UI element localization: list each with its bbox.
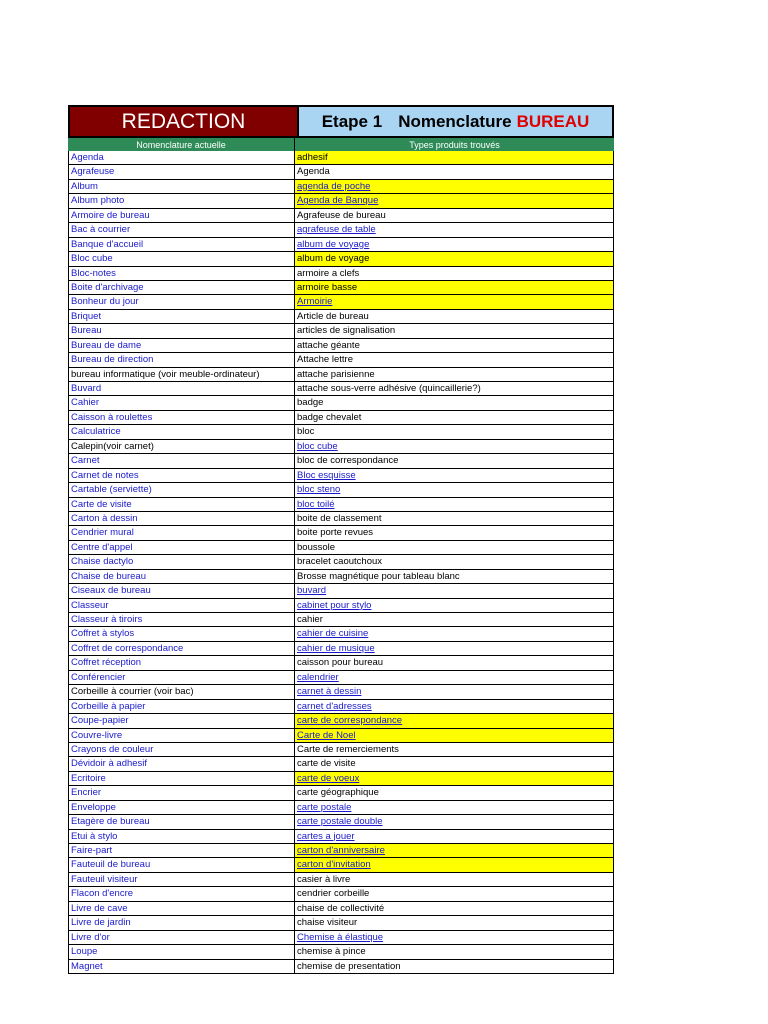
cell-found: caisson pour bureau xyxy=(295,656,614,669)
table-row[interactable] xyxy=(68,353,614,367)
cell-found[interactable]: Bloc esquisse xyxy=(295,469,614,482)
cell-found[interactable]: carte postale double xyxy=(295,815,614,828)
cell-current[interactable]: Couvre-livre xyxy=(68,729,295,742)
cell-found: badge chevalet xyxy=(295,411,614,424)
cell-current[interactable]: Coffret réception xyxy=(68,656,295,669)
cell-current[interactable]: Cahier xyxy=(68,396,295,409)
table-row[interactable] xyxy=(68,945,614,959)
cell-found: boite porte revues xyxy=(295,526,614,539)
table-row[interactable] xyxy=(68,815,614,829)
table-row[interactable] xyxy=(68,960,614,974)
table-row[interactable] xyxy=(68,830,614,844)
table-row[interactable] xyxy=(68,339,614,353)
cell-current[interactable]: bureau informatique (voir meuble-ordinateur) xyxy=(68,368,295,381)
cell-current[interactable]: Livre de jardin xyxy=(68,916,295,929)
table-row[interactable] xyxy=(68,295,614,309)
table-row[interactable] xyxy=(68,209,614,223)
cell-found[interactable]: bloc toilé xyxy=(295,498,614,511)
stage-label: Etape 1 xyxy=(321,111,383,131)
cell-current[interactable]: Chaise de bureau xyxy=(68,570,295,583)
table-row[interactable] xyxy=(68,498,614,512)
cell-found: adhesif xyxy=(295,151,614,164)
cell-current[interactable]: Bureau de dame xyxy=(68,339,295,352)
table-row[interactable] xyxy=(68,613,614,627)
cell-found: casier à livre xyxy=(295,873,614,886)
cell-current[interactable]: Ciseaux de bureau xyxy=(68,584,295,597)
cell-current[interactable]: Bureau xyxy=(68,324,295,337)
cell-found[interactable]: buvard xyxy=(295,584,614,597)
stage-title xyxy=(299,107,612,136)
cell-current[interactable]: Corbeille à papier xyxy=(68,700,295,713)
cell-found: bloc de correspondance xyxy=(295,454,614,467)
cell-found: chemise à pince xyxy=(295,945,614,958)
cell-current[interactable]: Calculatrice xyxy=(68,425,295,438)
cell-found[interactable]: carte de correspondance xyxy=(295,714,614,727)
cell-current[interactable]: Dévidoir à adhesif xyxy=(68,757,295,770)
cell-found[interactable]: Carte de Noel xyxy=(295,729,614,742)
cell-found: cendrier corbeille xyxy=(295,887,614,900)
table-row[interactable] xyxy=(68,714,614,728)
table-row[interactable] xyxy=(68,627,614,641)
cell-found: Attache lettre xyxy=(295,353,614,366)
table-row[interactable] xyxy=(68,801,614,815)
cell-current[interactable]: Bloc cube xyxy=(68,252,295,265)
cell-found[interactable]: calendrier xyxy=(295,671,614,684)
cell-found: Article de bureau xyxy=(295,310,614,323)
cell-current[interactable]: Encrier xyxy=(68,786,295,799)
cell-found: bloc xyxy=(295,425,614,438)
table-row[interactable] xyxy=(68,887,614,901)
cell-found: attache géante xyxy=(295,339,614,352)
cell-found: attache sous-verre adhésive (quincaillerie?) xyxy=(295,382,614,395)
cell-current[interactable]: Classeur à tiroirs xyxy=(68,613,295,626)
table-row[interactable] xyxy=(68,700,614,714)
table-row[interactable] xyxy=(68,382,614,396)
cell-current[interactable]: Bonheur du jour xyxy=(68,295,295,308)
nomenclature-label: Nomenclature xyxy=(398,111,512,131)
cell-found[interactable]: bloc cube xyxy=(295,440,614,453)
table-row[interactable] xyxy=(68,425,614,439)
table-row[interactable] xyxy=(68,858,614,872)
cell-current[interactable]: Carnet de notes xyxy=(68,469,295,482)
cell-found[interactable]: carton d'invitation xyxy=(295,858,614,871)
cell-current[interactable]: Bureau de direction xyxy=(68,353,295,366)
cell-current[interactable]: Bloc-notes xyxy=(68,267,295,280)
cell-current[interactable]: Calepin(voir carnet) xyxy=(68,440,295,453)
table-row[interactable] xyxy=(68,541,614,555)
cell-current[interactable]: Album xyxy=(68,180,295,193)
cell-found: album de voyage xyxy=(295,252,614,265)
cell-current[interactable]: Conférencier xyxy=(68,671,295,684)
cell-found: boussole xyxy=(295,541,614,554)
column-header-current: Nomenclature actuelle xyxy=(68,138,295,151)
table-row[interactable] xyxy=(68,368,614,382)
table-row[interactable] xyxy=(68,411,614,425)
table-row[interactable] xyxy=(68,165,614,179)
cell-current[interactable]: Armoire de bureau xyxy=(68,209,295,222)
cell-current[interactable]: Bac à courrier xyxy=(68,223,295,236)
cell-found: carte géographique xyxy=(295,786,614,799)
table-row[interactable] xyxy=(68,180,614,194)
cell-current[interactable]: Coffret de correspondance xyxy=(68,642,295,655)
table-row[interactable] xyxy=(68,584,614,598)
table-row[interactable] xyxy=(68,238,614,252)
cell-found: armoire a clefs xyxy=(295,267,614,280)
cell-found: badge xyxy=(295,396,614,409)
column-header-found: Types produits trouvés xyxy=(409,139,500,150)
cell-current[interactable]: Boite d'archivage xyxy=(68,281,295,294)
cell-current[interactable]: Enveloppe xyxy=(68,801,295,814)
cell-current[interactable]: Album photo xyxy=(68,194,295,207)
table-row[interactable] xyxy=(68,310,614,324)
cell-found[interactable]: carnet à dessin xyxy=(295,685,614,698)
cell-current[interactable]: Crayons de couleur xyxy=(68,743,295,756)
bureau-label: BUREAU xyxy=(516,111,590,131)
cell-found: Brosse magnétique pour tableau blanc xyxy=(295,570,614,583)
cell-current[interactable]: Coupe-papier xyxy=(68,714,295,727)
spreadsheet xyxy=(68,105,614,974)
cell-current[interactable]: Etagère de bureau xyxy=(68,815,295,828)
table-row[interactable] xyxy=(68,772,614,786)
table-row[interactable] xyxy=(68,483,614,497)
cell-found: chaise de collectivité xyxy=(295,902,614,915)
cell-current[interactable]: Buvard xyxy=(68,382,295,395)
table-row[interactable] xyxy=(68,844,614,858)
table-row[interactable] xyxy=(68,267,614,281)
cell-found: articles de signalisation xyxy=(295,324,614,337)
table-row[interactable] xyxy=(68,685,614,699)
cell-current[interactable]: Livre de cave xyxy=(68,902,295,915)
cell-current[interactable]: Fauteuil de bureau xyxy=(68,858,295,871)
cell-found[interactable]: agenda de poche xyxy=(295,180,614,193)
cell-found[interactable]: cartes a jouer xyxy=(295,830,614,843)
cell-current[interactable]: Briquet xyxy=(68,310,295,323)
table-row[interactable] xyxy=(68,902,614,916)
table-row[interactable] xyxy=(68,223,614,237)
cell-found[interactable]: carnet d'adresses xyxy=(295,700,614,713)
cell-current[interactable]: Carnet xyxy=(68,454,295,467)
header-row xyxy=(68,105,614,138)
redaction-title: REDACTION xyxy=(70,107,299,136)
table-row[interactable] xyxy=(68,194,614,208)
cell-found: armoire basse xyxy=(295,281,614,294)
cell-found[interactable]: cabinet pour stylo xyxy=(295,599,614,612)
table-row[interactable] xyxy=(68,642,614,656)
cell-current[interactable]: Caisson à roulettes xyxy=(68,411,295,424)
cell-current[interactable]: Ecritoire xyxy=(68,772,295,785)
cell-found: chaise visiteur xyxy=(295,916,614,929)
cell-current[interactable]: Centre d'appel xyxy=(68,541,295,554)
cell-found: chemise de presentation xyxy=(295,960,614,973)
table-row[interactable] xyxy=(68,743,614,757)
table-row[interactable] xyxy=(68,786,614,800)
table-row[interactable] xyxy=(68,396,614,410)
cell-found[interactable]: carte de voeux xyxy=(295,772,614,785)
cell-found[interactable]: bloc steno xyxy=(295,483,614,496)
table-row[interactable] xyxy=(68,916,614,930)
cell-current[interactable]: Etui à stylo xyxy=(68,830,295,843)
cell-current[interactable]: Classeur xyxy=(68,599,295,612)
table-row[interactable] xyxy=(68,729,614,743)
cell-current[interactable]: Banque d'accueil xyxy=(68,238,295,251)
table-row[interactable] xyxy=(68,570,614,584)
cell-found[interactable]: Agenda de Banque xyxy=(295,194,614,207)
cell-found[interactable]: carton d'anniversaire xyxy=(295,844,614,857)
table-row[interactable] xyxy=(68,671,614,685)
table-row[interactable] xyxy=(68,873,614,887)
cell-found[interactable]: cahier de cuisine xyxy=(295,627,614,640)
table-row[interactable] xyxy=(68,656,614,670)
table-body xyxy=(68,151,614,974)
table-row[interactable] xyxy=(68,324,614,338)
cell-found: cahier xyxy=(295,613,614,626)
cell-found: carte de visite xyxy=(295,757,614,770)
cell-current[interactable]: Flacon d'encre xyxy=(68,887,295,900)
cell-current[interactable]: Chaise dactylo xyxy=(68,555,295,568)
table-row[interactable] xyxy=(68,252,614,266)
table-row[interactable] xyxy=(68,151,614,165)
cell-current[interactable]: Cartable (serviette) xyxy=(68,483,295,496)
cell-current[interactable]: Fauteuil visiteur xyxy=(68,873,295,886)
cell-current[interactable]: Carton à dessin xyxy=(68,512,295,525)
cell-found[interactable]: agrafeuse de table xyxy=(295,223,614,236)
table-row[interactable] xyxy=(68,555,614,569)
table-row[interactable] xyxy=(68,440,614,454)
cell-current[interactable]: Agrafeuse xyxy=(68,165,295,178)
cell-found: Carte de remerciements xyxy=(295,743,614,756)
table-row[interactable] xyxy=(68,281,614,295)
table-row[interactable] xyxy=(68,526,614,540)
cell-found: boite de classement xyxy=(295,512,614,525)
cell-found[interactable]: Armoirie xyxy=(295,295,614,308)
table-row[interactable] xyxy=(68,931,614,945)
cell-current[interactable]: Corbeille à courrier (voir bac) xyxy=(68,685,295,698)
cell-found[interactable]: carte postale xyxy=(295,801,614,814)
table-row[interactable] xyxy=(68,757,614,771)
cell-current[interactable]: Coffret à stylos xyxy=(68,627,295,640)
cell-current[interactable]: Magnet xyxy=(68,960,295,973)
cell-found[interactable]: cahier de musique xyxy=(295,642,614,655)
cell-current[interactable]: Livre d'or xyxy=(68,931,295,944)
table-row[interactable] xyxy=(68,454,614,468)
cell-current[interactable]: Faire-part xyxy=(68,844,295,857)
cell-current[interactable]: Agenda xyxy=(68,151,295,164)
cell-found: attache parisienne xyxy=(295,368,614,381)
cell-found[interactable]: album de voyage xyxy=(295,238,614,251)
table-row[interactable] xyxy=(68,512,614,526)
cell-current[interactable]: Loupe xyxy=(68,945,295,958)
cell-found: Agenda xyxy=(295,165,614,178)
table-row[interactable] xyxy=(68,599,614,613)
cell-found: bracelet caoutchoux xyxy=(295,555,614,568)
cell-current[interactable]: Cendrier mural xyxy=(68,526,295,539)
column-headers xyxy=(68,138,614,151)
cell-current[interactable]: Carte de visite xyxy=(68,498,295,511)
cell-found[interactable]: Chemise à élastique xyxy=(295,931,614,944)
table-row[interactable] xyxy=(68,469,614,483)
cell-found: Agrafeuse de bureau xyxy=(295,209,614,222)
